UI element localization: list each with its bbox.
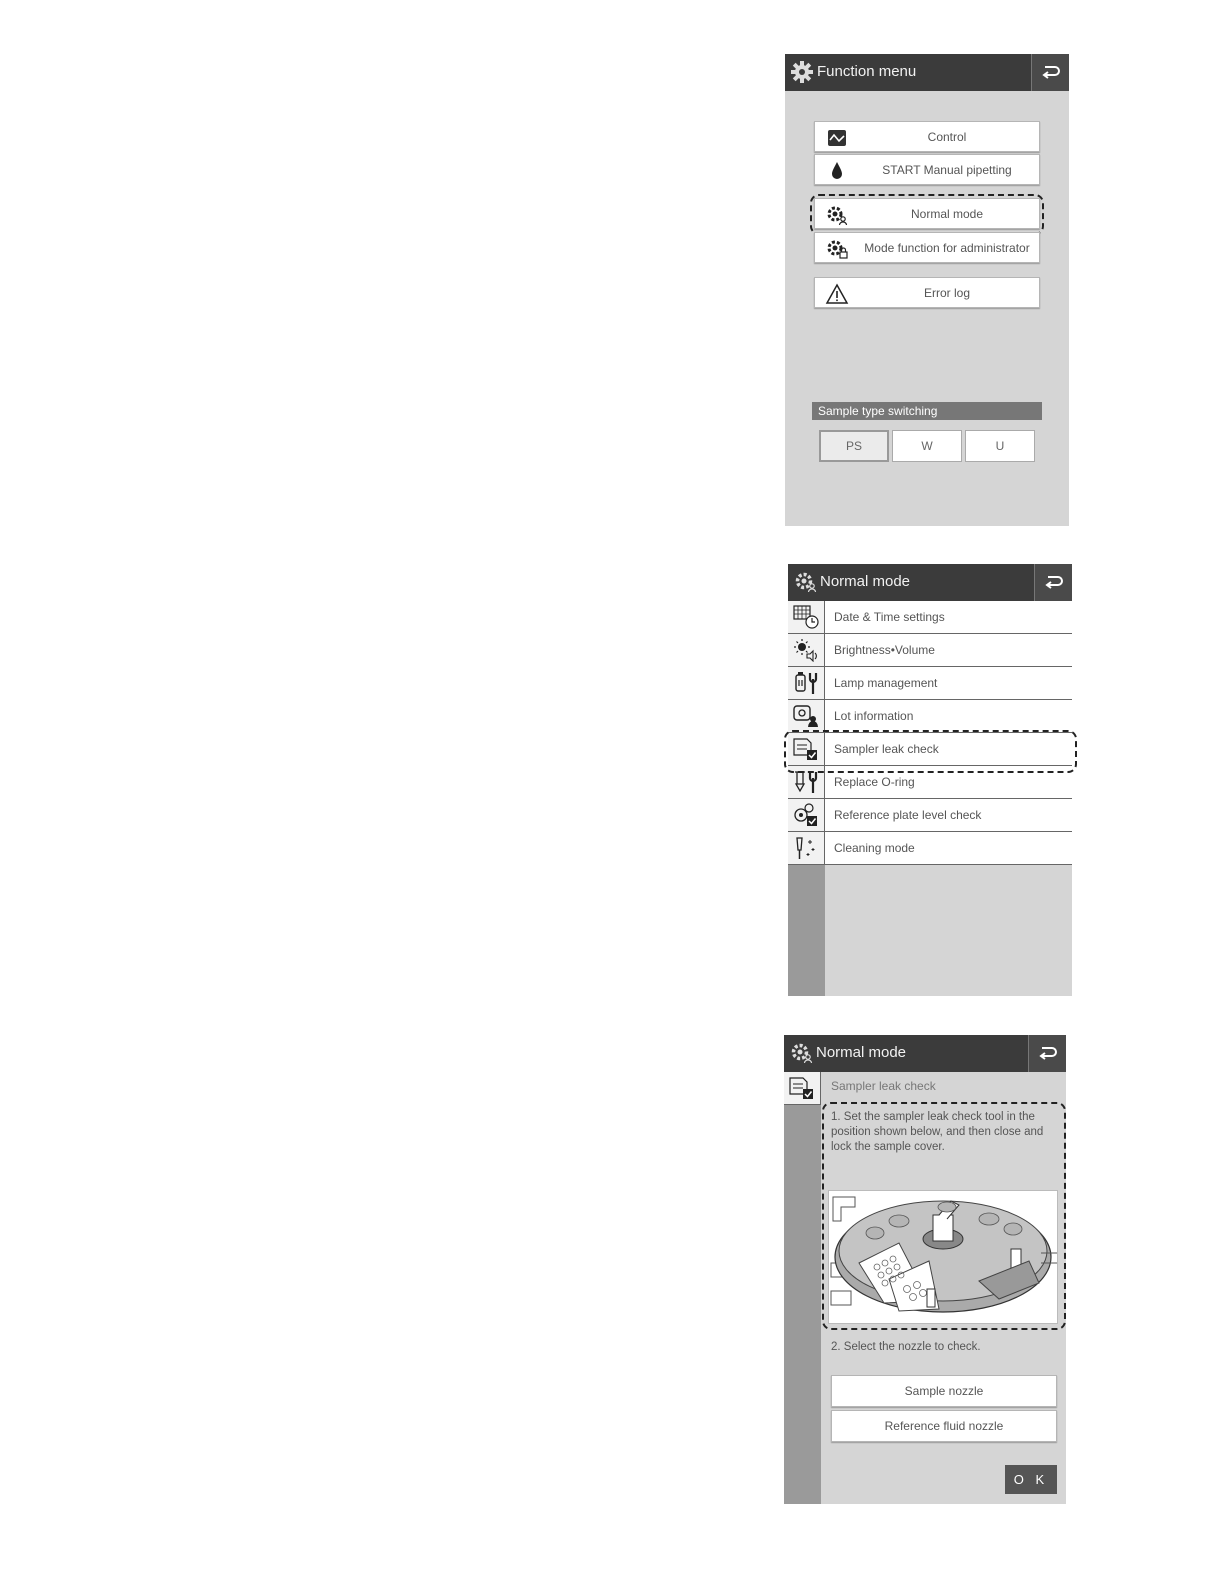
- list-item-label: Replace O-ring: [834, 775, 915, 789]
- list-item-label: Sampler leak check: [834, 742, 939, 756]
- page-title: Normal mode: [816, 1044, 907, 1061]
- sample-type-ps[interactable]: PS: [819, 430, 889, 462]
- oring-wrench-icon: [793, 770, 819, 794]
- list-item-label: Lot information: [834, 709, 914, 723]
- cleaning-icon: [793, 836, 819, 860]
- step2-text: 2. Select the nozzle to check.: [831, 1341, 981, 1353]
- function-menu-titlebar: [785, 54, 1069, 91]
- lamp-wrench-icon: [793, 671, 819, 695]
- list-item-lot-information[interactable]: [788, 700, 1072, 733]
- list-item-label: Cleaning mode: [834, 841, 915, 855]
- section-title: Sampler leak check: [831, 1079, 936, 1093]
- error-log-button[interactable]: [814, 277, 1040, 308]
- gear-user-icon: [793, 570, 817, 594]
- step1-text: 1. Set the sampler leak check tool in the position shown below, and then close and lock the sample cover.: [831, 1111, 1044, 1153]
- gear-lock-icon: [825, 238, 849, 260]
- list-item-reference-plate-level[interactable]: [788, 799, 1072, 832]
- chart-icon: [825, 127, 849, 149]
- error-log-label: Error log: [923, 285, 970, 300]
- sampler-leak-check-highlight: [784, 730, 1077, 773]
- gear-user-icon: [789, 1041, 813, 1065]
- ok-button[interactable]: O K: [1005, 1465, 1057, 1494]
- sample-nozzle-button[interactable]: [831, 1375, 1057, 1407]
- brightness-volume-icon: [793, 638, 819, 662]
- return-icon: [1043, 572, 1065, 592]
- normal-mode-screen: [788, 564, 1072, 996]
- normal-mode-titlebar: [784, 1035, 1066, 1072]
- admin-mode-label: Mode function for administrator: [864, 240, 1030, 255]
- reference-fluid-nozzle-label: Reference fluid nozzle: [884, 1419, 1004, 1433]
- back-button[interactable]: [1034, 564, 1072, 601]
- back-button[interactable]: [1028, 1035, 1066, 1072]
- sample-nozzle-label: Sample nozzle: [904, 1384, 984, 1398]
- leak-check-icon: [789, 1076, 815, 1100]
- sample-type-u[interactable]: U: [965, 430, 1035, 462]
- gear-icon: [790, 60, 814, 84]
- list-item-label: Reference plate level check: [834, 808, 982, 822]
- list-item-date-time[interactable]: [788, 601, 1072, 634]
- list-item-cleaning-mode[interactable]: [788, 832, 1072, 865]
- step1-highlight: [822, 1102, 1066, 1330]
- manual-pipetting-label: START Manual pipetting: [882, 162, 1012, 177]
- sample-type-selector: [819, 430, 1035, 462]
- list-item-label: Lamp management: [834, 676, 938, 690]
- sidebar-icon-cell: [784, 1072, 821, 1105]
- list-item-brightness-volume[interactable]: [788, 634, 1072, 667]
- normal-mode-highlight: [810, 194, 1044, 235]
- list-item-label: Date & Time settings: [834, 610, 945, 624]
- sampler-leak-check-screen: [784, 1035, 1066, 1504]
- page-title: Normal mode: [820, 573, 911, 590]
- sample-type-w[interactable]: W: [892, 430, 962, 462]
- list-item-label: Brightness•Volume: [834, 643, 935, 657]
- page-title: Function menu: [817, 63, 917, 80]
- sample-type-heading: Sample type switching: [812, 402, 1042, 420]
- calendar-clock-icon: [793, 605, 819, 629]
- return-icon: [1037, 1043, 1059, 1063]
- detail-sidebar: [784, 1072, 821, 1504]
- list-item-lamp-management[interactable]: [788, 667, 1072, 700]
- plate-level-icon: [793, 803, 819, 827]
- function-menu-screen: [785, 54, 1069, 526]
- back-button[interactable]: [1031, 54, 1069, 91]
- return-icon: [1040, 62, 1062, 82]
- drop-icon: [825, 160, 849, 182]
- reference-fluid-nozzle-button[interactable]: [831, 1410, 1057, 1442]
- warning-icon: [825, 283, 849, 305]
- lot-info-icon: [793, 704, 819, 728]
- control-button[interactable]: [814, 121, 1040, 152]
- normal-mode-titlebar: [788, 564, 1072, 601]
- normal-mode-label: Normal mode: [910, 206, 984, 221]
- admin-mode-button[interactable]: [814, 232, 1040, 263]
- control-label: Control: [927, 129, 967, 144]
- manual-pipetting-button[interactable]: [814, 154, 1040, 185]
